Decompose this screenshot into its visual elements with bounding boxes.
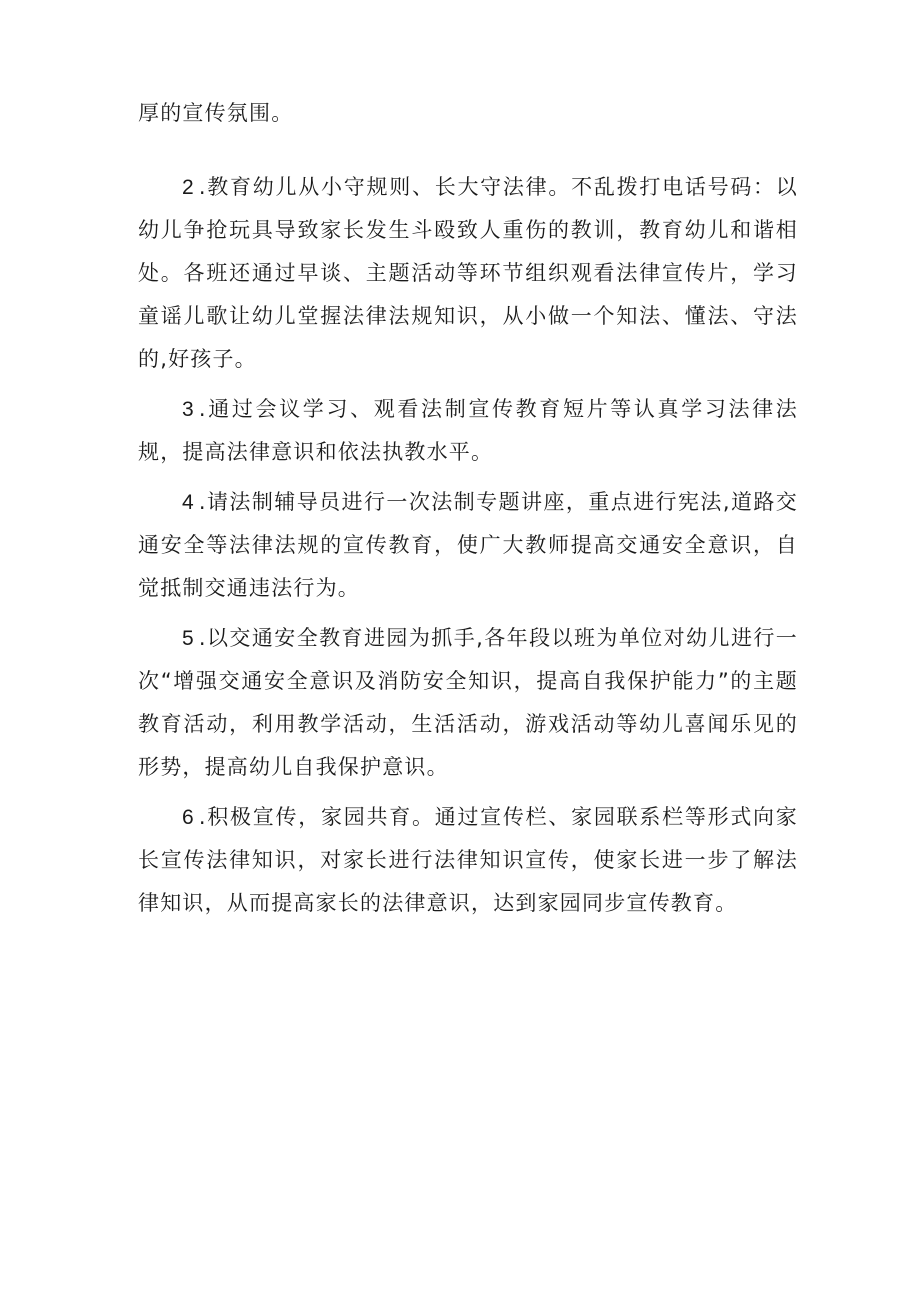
item-text: .教育幼儿从小守规则、长大守法律。不乱拨打电话号码：以幼儿争抢玩具导致家长发生斗殴致人重伤的教训，教育幼儿和谐相处。各班还通过早谈、主题活动等环节组织观看法律宣传片，学习童谣儿歌让幼儿堂握法律法规知识，从小做一个知法、懂法、守法的,好孩子。 [138, 175, 798, 371]
item-number: 6 [182, 806, 195, 829]
item-text: .通过会议学习、观看法制宣传教育短片等认真学习法律法规，提高法律意识和依法执教水平。 [138, 397, 798, 464]
item-number: 4 [182, 491, 195, 514]
item-text: .以交通安全教育进园为抓手,各年段以班为单位对幼儿进行一次“增强交通安全意识及消防安全知识，提高自我保护能力”的主题教育活动，利用教学活动，生活活动，游戏活动等幼儿喜闻乐见的形势，提高幼儿自我保护意识。 [138, 626, 798, 779]
list-item [138, 388, 798, 474]
list-item [138, 617, 798, 789]
list-item [138, 166, 798, 381]
item-number: 2 [182, 176, 195, 199]
continuation-text: 厚的宣传氛围。 [138, 101, 294, 125]
continuation-paragraph [138, 92, 798, 142]
item-number: 5 [182, 627, 195, 650]
list-item [138, 796, 798, 925]
item-text: .积极宣传，家园共育。通过宣传栏、家园联系栏等形式向家长宣传法律知识，对家长进行法律知识宣传，使家长进一步了解法律知识，从而提高家长的法律意识，达到家园同步宣传教育。 [138, 805, 798, 915]
item-number: 3 [182, 398, 195, 421]
item-list [138, 166, 798, 932]
item-text: .请法制辅导员进行一次法制专题讲座，重点进行宪法,道路交通安全等法律法规的宣传教育，使广大教师提高交通安全意识，自觉抵制交通违法行为。 [138, 490, 798, 600]
list-item [138, 481, 798, 610]
